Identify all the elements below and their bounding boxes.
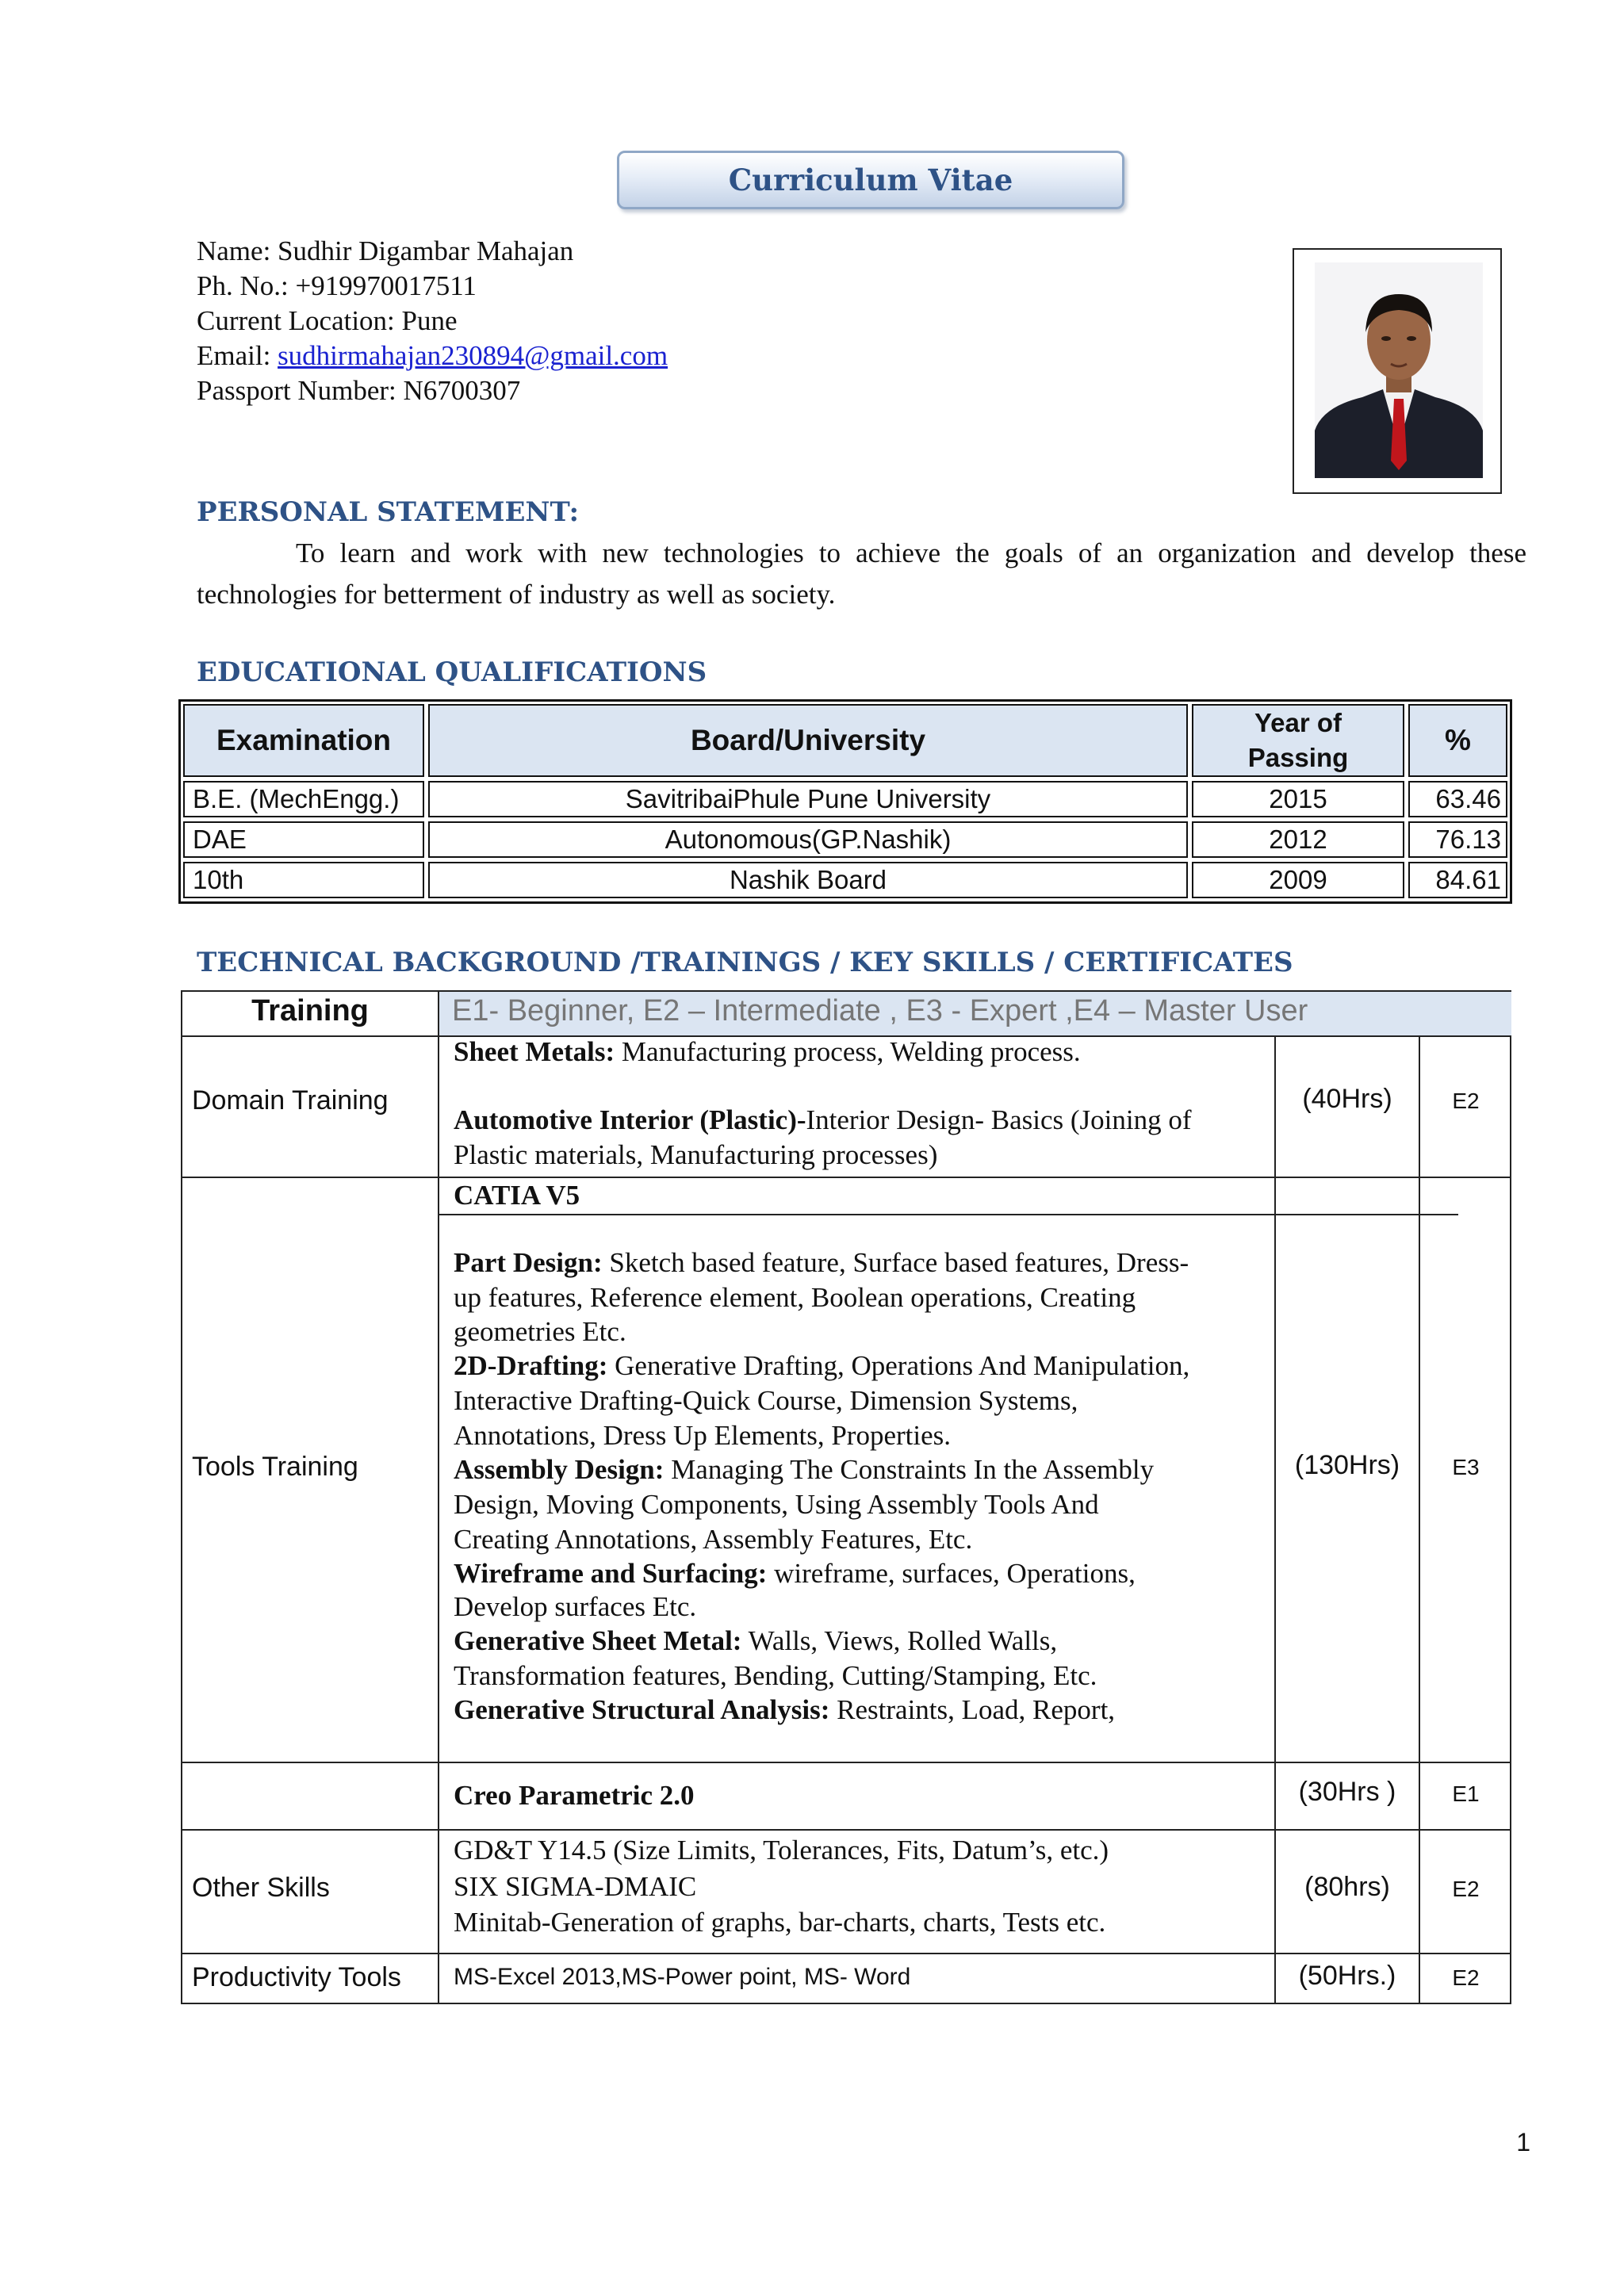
other-skills-line1: GD&T Y14.5 (Size Limits, Tolerances, Fits, Datum’s, etc.) <box>454 1835 1109 1866</box>
edu-row1-year: 2015 <box>1192 781 1404 817</box>
assembly-design-line3: Creating Annotations, Assembly Features, Etc. <box>454 1524 973 1555</box>
contact-passport: Passport Number: N6700307 <box>197 375 521 406</box>
other-skills-label: Other Skills <box>192 1873 330 1903</box>
tools-training-label: Tools Training <box>192 1452 358 1482</box>
header-year-line1: Year of <box>1254 708 1342 737</box>
edu-row2-percent: 76.13 <box>1408 821 1507 858</box>
domain-training-hours: (40Hrs) <box>1302 1084 1392 1114</box>
edu-row2-board: Autonomous(GP.Nashik) <box>428 821 1188 858</box>
edu-row1-exam: B.E. (MechEngg.) <box>183 781 424 817</box>
edu-row1-percent: 63.46 <box>1408 781 1507 817</box>
drafting-line3: Annotations, Dress Up Elements, Properties. <box>454 1420 951 1451</box>
edu-row3-board: Nashik Board <box>428 862 1188 898</box>
edu-row3-exam: 10th <box>183 862 424 898</box>
wireframe-title: Wireframe and Surfacing: <box>454 1558 768 1589</box>
wireframe-line1 <box>454 1556 1136 1591</box>
wireframe-text1: wireframe, surfaces, Operations, <box>767 1558 1136 1589</box>
edu-row2-exam: DAE <box>183 821 424 858</box>
header-levels: E1- Beginner, E2 – Intermediate , E3 - Expert ,E4 – Master User <box>452 994 1308 1027</box>
education-heading: EDUCATIONAL QUALIFICATIONS <box>197 656 707 688</box>
drafting-title: 2D-Drafting: <box>454 1350 608 1381</box>
sheet-metals-text: Manufacturing process, Welding process. <box>615 1036 1081 1067</box>
contact-name: Name: Sudhir Digambar Mahajan <box>197 235 574 266</box>
personal-statement-heading: PERSONAL STATEMENT: <box>197 496 580 528</box>
part-design-line2: up features, Reference element, Boolean operations, Creating <box>454 1282 1136 1313</box>
technical-heading: TECHNICAL BACKGROUND /TRAININGS / KEY SKILLS / CERTIFICATES <box>197 947 1293 978</box>
sheet-metal-line1 <box>454 1624 1057 1659</box>
automotive-interior-line1 <box>454 1103 1256 1138</box>
portrait-image <box>1315 262 1483 478</box>
sheet-metal-line2: Transformation features, Bending, Cutting/Stamping, Etc. <box>454 1660 1097 1691</box>
email-link[interactable]: sudhirmahajan230894@gmail.com <box>278 340 668 371</box>
edu-row2-year: 2012 <box>1192 821 1404 858</box>
edu-row3-percent: 84.61 <box>1408 862 1507 898</box>
structural-analysis-title: Generative Structural Analysis: <box>454 1694 830 1725</box>
page-number: 1 <box>1516 2128 1530 2156</box>
assembly-design-line2: Design, Moving Components, Using Assembly Tools And <box>454 1489 1099 1520</box>
education-table <box>178 699 1512 904</box>
other-skills-line3: Minitab-Generation of graphs, bar-charts, charts, Tests etc. <box>454 1907 1106 1938</box>
header-year <box>1192 704 1404 777</box>
creo-hours: (30Hrs ) <box>1298 1777 1396 1807</box>
tools-training-hours: (130Hrs) <box>1294 1450 1400 1480</box>
contact-location: Current Location: Pune <box>197 305 458 336</box>
automotive-interior-line2: Plastic materials, Manufacturing processes) <box>454 1139 938 1170</box>
productivity-tools-level: E2 <box>1452 1965 1480 1990</box>
edu-row1-board: SavitribaiPhule Pune University <box>428 781 1188 817</box>
sheet-metal-title: Generative Sheet Metal: <box>454 1625 742 1656</box>
sheet-metals-title: Sheet Metals: <box>454 1036 615 1067</box>
structural-analysis-line1 <box>454 1693 1115 1728</box>
automotive-interior-text1: Interior Design- Basics (Joining of <box>806 1104 1192 1135</box>
tools-training-level: E3 <box>1452 1455 1480 1479</box>
assembly-design-text1: Managing The Constraints In the Assembly <box>664 1454 1155 1485</box>
assembly-design-title: Assembly Design: <box>454 1454 665 1485</box>
domain-training-label: Domain Training <box>192 1085 389 1115</box>
other-skills-level: E2 <box>1452 1877 1480 1901</box>
part-design-title: Part Design: <box>454 1247 603 1278</box>
wireframe-line2: Develop surfaces Etc. <box>454 1591 697 1622</box>
header-training: Training <box>251 994 369 1027</box>
profile-photo <box>1293 248 1502 494</box>
domain-training-level: E2 <box>1452 1089 1480 1113</box>
edu-row3-year: 2009 <box>1192 862 1404 898</box>
productivity-tools-text: MS-Excel 2013,MS-Power point, MS- Word <box>454 1964 911 1990</box>
other-skills-hours: (80hrs) <box>1304 1872 1390 1902</box>
part-design-line3: geometries Etc. <box>454 1316 626 1347</box>
productivity-tools-hours: (50Hrs.) <box>1298 1961 1396 1991</box>
header-examination: Examination <box>183 704 424 777</box>
sheet-metal-text1: Walls, Views, Rolled Walls, <box>741 1625 1058 1656</box>
contact-email-line <box>197 339 668 373</box>
cv-title-banner: Curriculum Vitae <box>617 151 1124 209</box>
email-label: Email: <box>197 340 278 371</box>
catia-v5-title: CATIA V5 <box>454 1180 580 1211</box>
part-design-text1: Sketch based feature, Surface based features, Dress- <box>602 1247 1189 1278</box>
drafting-line1 <box>454 1349 1189 1383</box>
automotive-interior-title: Automotive Interior (Plastic)- <box>454 1104 806 1135</box>
contact-phone: Ph. No.: +919970017511 <box>197 270 477 301</box>
assembly-design-line1 <box>454 1452 1154 1487</box>
other-skills-line2: SIX SIGMA-DMAIC <box>454 1871 697 1902</box>
creo-title: Creo Parametric 2.0 <box>454 1780 695 1811</box>
personal-statement-line1: To learn and work with new technologies to achieve the goals of an organization and develop these <box>296 538 1526 568</box>
header-percent: % <box>1408 704 1507 777</box>
personal-statement-line2: technologies for betterment of industry as well as society. <box>197 579 836 610</box>
drafting-line2: Interactive Drafting-Quick Course, Dimension Systems, <box>454 1385 1078 1416</box>
training-table <box>181 990 1511 2004</box>
productivity-tools-label: Productivity Tools <box>192 1962 401 1992</box>
structural-analysis-text1: Restraints, Load, Report, <box>829 1694 1116 1725</box>
sheet-metals-line <box>454 1035 1081 1070</box>
header-year-line2: Passing <box>1247 743 1349 772</box>
drafting-text1: Generative Drafting, Operations And Manipulation, <box>607 1350 1190 1381</box>
part-design-line1 <box>454 1246 1189 1280</box>
header-board: Board/University <box>428 704 1188 777</box>
creo-level: E1 <box>1452 1781 1480 1806</box>
